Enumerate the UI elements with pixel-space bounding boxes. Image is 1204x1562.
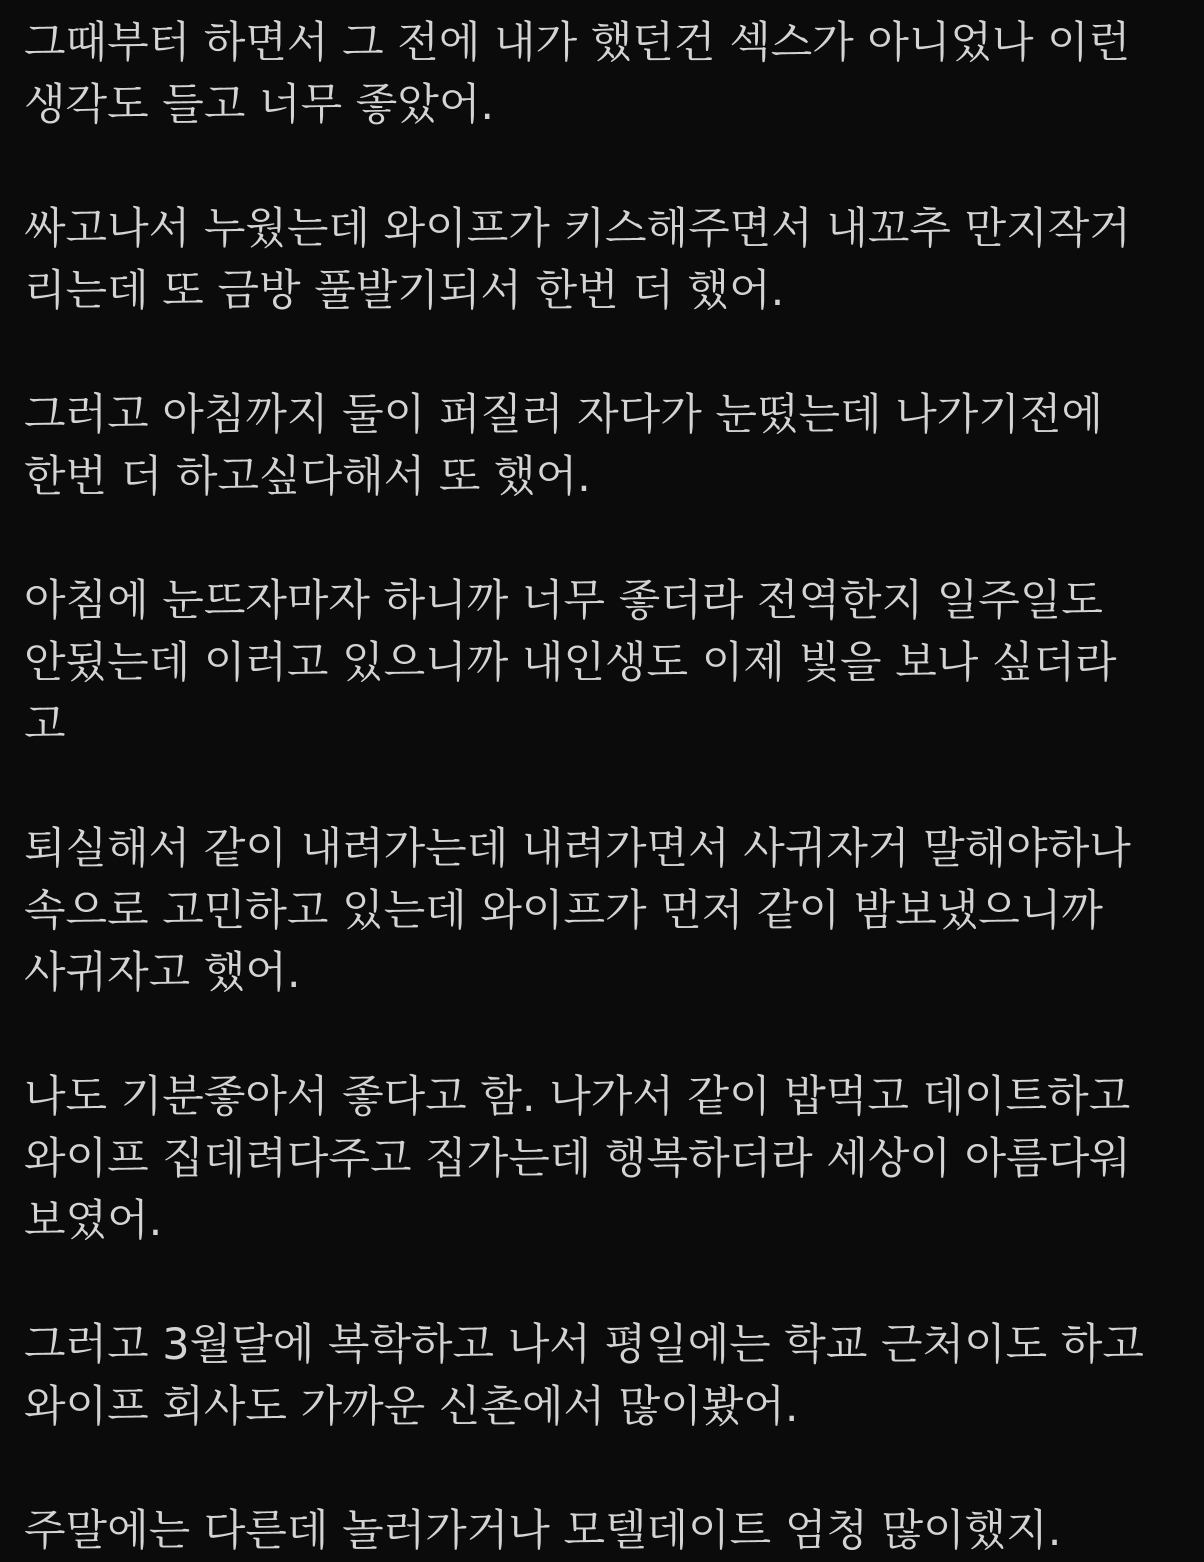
text-line: 보였어.: [24, 1196, 163, 1246]
paragraph-6: [24, 1066, 1184, 1252]
text-line: 주말에는 다른데 놀러가거나 모텔데이트 엄청 많이했지.: [24, 1506, 1062, 1556]
post-body: [24, 12, 1184, 1562]
text-line: 속으로 고민하고 있는데 와이프가 먼저 같이 밤보냈으니까: [24, 886, 1103, 936]
text-line: 안됬는데 이러고 있으니까 내인생도 이제 빛을 보나 싶더라: [24, 638, 1117, 688]
text-line: 그때부터 하면서 그 전에 내가 했던건 섹스가 아니었나 이런: [24, 18, 1131, 68]
text-line: 그러고 아침까지 둘이 퍼질러 자다가 눈떴는데 나가기전에: [24, 390, 1103, 440]
text-line: 와이프 집데려다주고 집가는데 행복하더라 세상이 아름다워: [24, 1134, 1131, 1184]
text-line: 한번 더 하고싶다해서 또 했어.: [24, 452, 591, 502]
paragraph-3: [24, 384, 1184, 508]
text-line: 싸고나서 누웠는데 와이프가 키스해주면서 내꼬추 만지작거: [24, 204, 1131, 254]
paragraph-4: [24, 570, 1184, 756]
paragraph-5: [24, 818, 1184, 1004]
paragraph-1: [24, 12, 1184, 136]
text-line: 리는데 또 금방 풀발기되서 한번 더 했어.: [24, 266, 785, 316]
paragraph-8: [24, 1500, 1184, 1562]
text-line: 사귀자고 했어.: [24, 948, 301, 998]
text-line: 생각도 들고 너무 좋았어.: [24, 80, 495, 130]
paragraph-2: [24, 198, 1184, 322]
text-line: 아침에 눈뜨자마자 하니까 너무 좋더라 전역한지 일주일도: [24, 576, 1103, 626]
paragraph-7: [24, 1314, 1184, 1438]
text-line: 고: [24, 700, 66, 750]
text-line: 그러고 3월달에 복학하고 나서 평일에는 학교 근처이도 하고: [24, 1320, 1144, 1370]
text-line: 나도 기분좋아서 좋다고 함. 나가서 같이 밥먹고 데이트하고: [24, 1072, 1131, 1122]
text-line: 퇴실해서 같이 내려가는데 내려가면서 사귀자거 말해야하나: [24, 824, 1131, 874]
text-line: 와이프 회사도 가까운 신촌에서 많이봤어.: [24, 1382, 799, 1432]
